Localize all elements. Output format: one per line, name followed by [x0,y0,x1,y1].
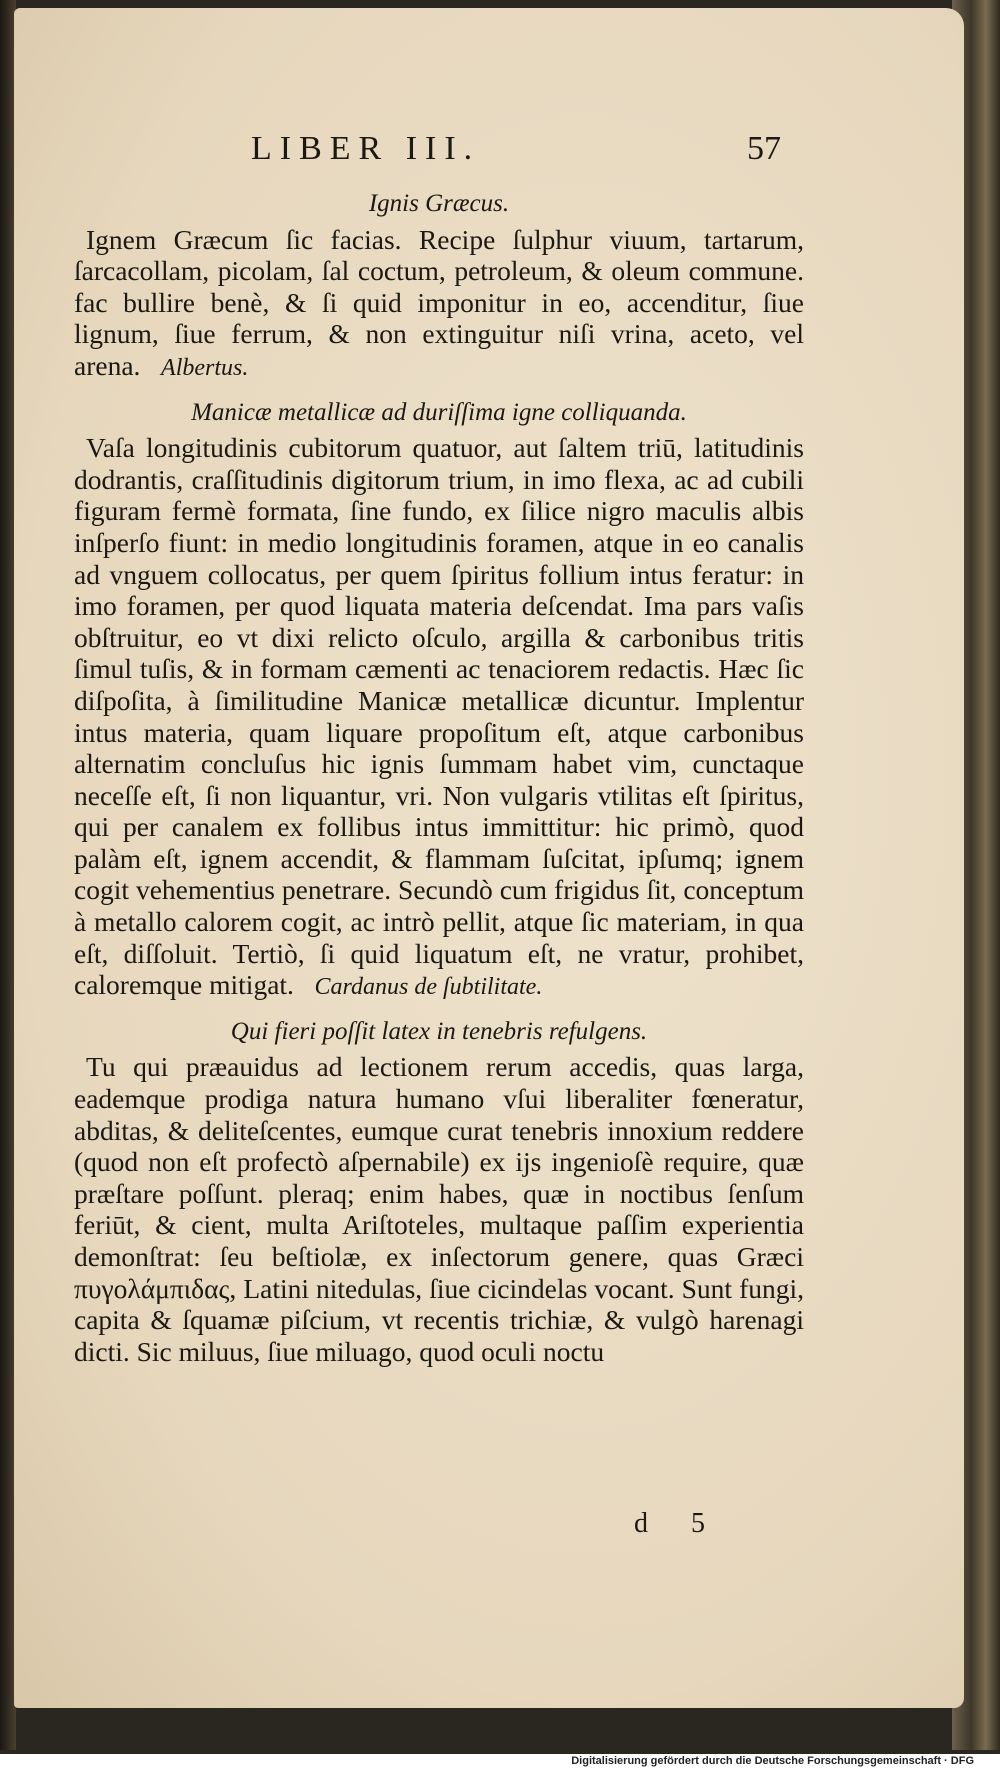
paragraph-latex [74,1051,804,1367]
footer-credit: Digitalisierung gefördert durch die Deutsche Forschungsgemeinschaft · DFG [571,1755,974,1767]
body-text [74,188,804,1367]
signature-mark: d 5 [634,1508,723,1539]
paragraph-text: Ignem Græcum ſic facias. Recipe ſulphur viuum, tartarum, ſarcacollam, picolam, ſal coctum, petroleum, & oleum commune. fac bullire benè, & ſi quid imponitur in eo, accenditur, ſiue lignum, ſiue ferrum, & non extinguitur niſi vrina, aceto, vel arena. [74,223,804,381]
running-title: LIBER III. [251,130,481,167]
section-heading-latex: Qui fieri poſſit latex in tenebris refulgens. [230,1017,648,1045]
running-header [251,130,781,168]
attribution-albertus: Albertus. [161,354,249,381]
book-page [14,8,964,1708]
section-heading-ignis-graecus: Ignis Græcus. [368,190,510,217]
footer-bar [0,1754,1000,1770]
paragraph-text: Tu qui præauidus ad lectionem rerum accedis, quas larga, eademque prodiga natura humano vſui liberaliter fœneratur, abditas, & deliteſcentes, eumque curat tenebris innoxium reddere (quod non eſt profectò aſpernabile) ex ijs ingenioſè require, quæ præſtare poſſunt. pleraq; enim habes, quæ in noctibus ſenſum feriūt, & cient, multa Ariſtoteles, multaque paſſim experientia demonſtrat: ſeu beſtiolæ, ex inſectorum genere, quas Græci πυγολάμπιδας, Latini nitedulas, ſiue cicindelas vocant. Sunt fungi, capita & ſquamæ piſcium, vt recentis trichiæ, & vulgò harenagi dicti. Sic miluus, ſiue miluago, quod oculi noctu [74,1051,804,1367]
paragraph-manicae [74,432,804,1004]
page-number: 57 [747,130,781,167]
paragraph-ignis-graecus [74,224,804,385]
attribution-cardanus: Cardanus de ſubtilitate. [314,974,543,1001]
paragraph-text: Vaſa longitudinis cubitorum quatuor, aut ſaltem triū, latitudinis dodrantis, craſſitudinis digitorum trium, in imo flexa, ac ad cubili figuram fermè formata, ſine fundo, ex ſilice nigro maculis albis inſperſo fiunt: in medio longitudinis foramen, atque in eo canalis ad vnguem collocatus, per quem ſpiritus follium intus feratur: in imo foramen, per quod liquata materia deſcendat. Ima pars vaſis obſtruitur, eo vt dixi relicto oſculo, argilla & carbonibus tritis ſimul tuſis, & in formam cæmenti ac tenaciorem redactis. Hæc ſic diſpoſita, à ſimilitudine Manicæ metallicæ dicuntur. Implentur intus materia, quam liquare propoſitum eſt, atque carbonibus alternatim concluſus hic ignis ſummam habet vim, cunctaque neceſſe eſt, ſi non liquantur, vri. Non vulgaris vtilitas eſt ſpiritus, qui per canalem ex follibus intus immittitur: hic primò, quod palàm eſt, ignem accendit, & flammam ſuſcitat, ipſumq; ignem cogit vehementius penetrare. Secundò cum frigidus ſit, conceptum à metallo calorem cogit, ac intrò pellit, atque ſic materiam, in qua eſt, diſſoluit. Tertiò, ſi quid liquatum eſt, ne vratur, prohibet, caloremque mitigat. [74,432,804,1001]
section-heading-manicae: Manicæ metallicæ ad duriſſima igne colliquanda. [191,398,687,426]
